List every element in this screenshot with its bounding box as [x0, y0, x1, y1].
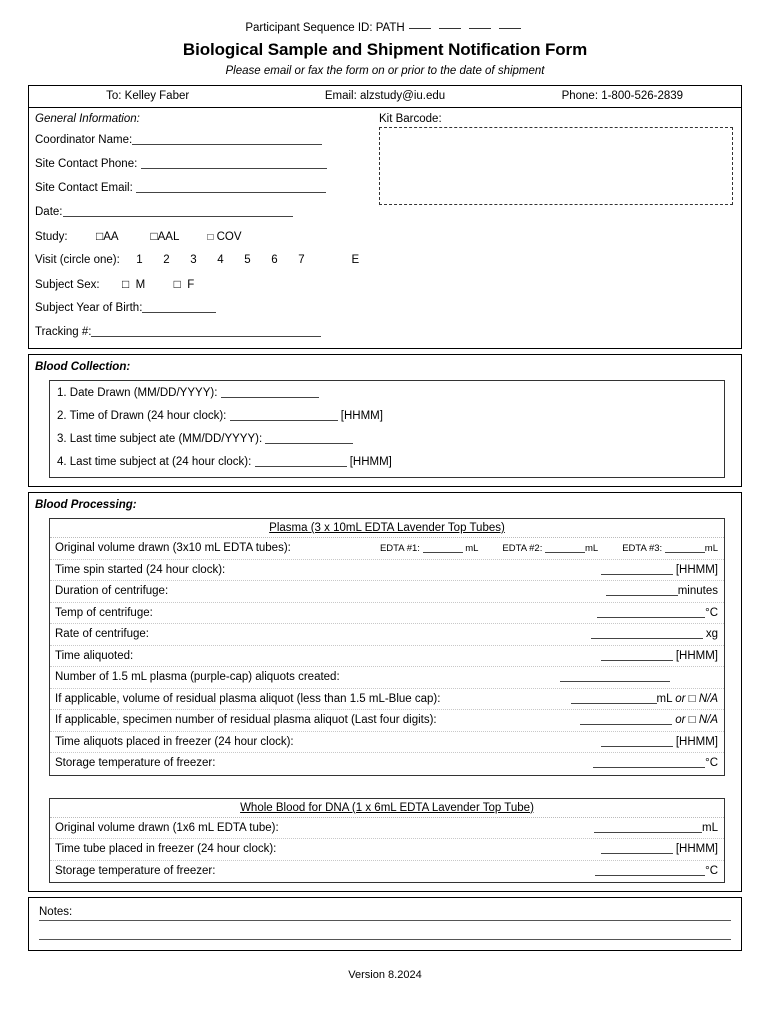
whole-blood-table	[49, 798, 725, 884]
plasma-rate-unit: xg	[705, 628, 718, 640]
general-information-box	[28, 85, 742, 349]
study-label: Study:	[35, 231, 68, 243]
participant-sequence-id-blank[interactable]	[499, 20, 521, 29]
participant-sequence-id-line	[28, 0, 742, 34]
plasma-time-aliquoted-unit: [HHMM]	[675, 649, 718, 662]
site-contact-email-input[interactable]	[136, 179, 326, 193]
subject-sex-row	[35, 274, 361, 298]
study-checkbox-aal[interactable]: □	[150, 229, 158, 243]
year-of-birth-row	[35, 298, 361, 322]
plasma-time-spin-started-unit: [HHMM]	[675, 563, 718, 576]
plasma-table	[49, 518, 725, 776]
plasma-time-aliquoted-input[interactable]	[601, 647, 673, 661]
year-of-birth-input[interactable]	[142, 299, 216, 313]
edta-2-input[interactable]	[545, 539, 585, 553]
subject-sex-label: Subject Sex:	[35, 279, 100, 291]
whole-blood-storage-temp-input[interactable]	[595, 862, 705, 876]
time-drawn-label: 2. Time of Drawn (24 hour clock):	[57, 410, 227, 422]
plasma-temp-input[interactable]	[597, 604, 705, 618]
notes-label: Notes:	[39, 906, 73, 918]
blood-collection-box	[28, 354, 742, 487]
table-row	[50, 624, 724, 646]
plasma-residual-specimen-na[interactable]: or □ N/A	[675, 714, 718, 726]
whole-blood-table-title: Whole Blood for DNA (1 x 6mL EDTA Lavender Top Tube)	[50, 799, 724, 818]
blood-collection-item	[50, 383, 724, 406]
visit-option-5[interactable]: 5	[244, 254, 251, 266]
study-checkbox-aa[interactable]: □	[96, 229, 104, 243]
date-drawn-input[interactable]	[221, 384, 319, 398]
table-row	[50, 538, 724, 560]
plasma-duration-input[interactable]	[606, 582, 678, 596]
table-row	[50, 646, 724, 668]
plasma-time-aliquoted-label: Time aliquoted:	[55, 649, 134, 662]
date-label: Date:	[35, 206, 63, 218]
notes-body	[29, 898, 741, 950]
last-ate-date-label: 3. Last time subject ate (MM/DD/YYYY):	[57, 433, 263, 445]
table-row	[50, 818, 724, 840]
plasma-temp-unit: °C	[705, 606, 718, 619]
whole-blood-original-volume-label: Original volume drawn (1x6 mL EDTA tube):	[55, 821, 279, 834]
plasma-residual-specimen-label: If applicable, specimen number of residual plasma aliquot (Last four digits):	[55, 714, 437, 726]
site-contact-phone-label: Site Contact Phone:	[35, 158, 138, 170]
date-input[interactable]	[63, 203, 293, 217]
table-row	[50, 581, 724, 603]
table-row	[50, 560, 724, 582]
edta-3-input[interactable]	[665, 539, 705, 553]
last-ate-time-label: 4. Last time subject at (24 hour clock):	[57, 456, 252, 468]
blood-collection-label: Blood Collection:	[35, 361, 131, 373]
blood-processing-box	[28, 492, 742, 892]
time-drawn-format: [HHMM]	[340, 410, 383, 422]
study-option-aal: AAL	[157, 231, 179, 243]
visit-option-6[interactable]: 6	[271, 254, 278, 266]
tracking-input[interactable]	[91, 323, 321, 337]
table-row	[50, 603, 724, 625]
participant-sequence-id-label: Participant Sequence ID: PATH	[245, 22, 405, 34]
sex-option-f: F	[187, 279, 195, 291]
table-row	[50, 689, 724, 711]
plasma-aliquot-count-label: Number of 1.5 mL plasma (purple-cap) aliquots created:	[55, 671, 340, 683]
kit-barcode-label: Kit Barcode:	[379, 113, 442, 125]
time-drawn-input[interactable]	[230, 407, 338, 421]
participant-sequence-id-blank[interactable]	[409, 20, 431, 29]
tracking-label: Tracking #:	[35, 326, 92, 338]
last-ate-time-input[interactable]	[255, 453, 347, 467]
plasma-time-spin-started-input[interactable]	[601, 561, 673, 575]
plasma-aliquot-count-input[interactable]	[560, 668, 670, 682]
edta-1-unit: mL	[465, 543, 479, 554]
plasma-residual-volume-unit: mL	[656, 692, 673, 705]
edta-1-label: EDTA #1:	[379, 543, 420, 554]
blood-collection-body	[29, 355, 741, 486]
whole-blood-freezer-time-label: Time tube placed in freezer (24 hour clock):	[55, 843, 277, 855]
edta-1-group	[380, 539, 478, 559]
plasma-duration-label: Duration of centrifuge:	[55, 585, 169, 597]
participant-sequence-id-blank[interactable]	[469, 20, 491, 29]
sex-checkbox-m[interactable]: □	[121, 277, 130, 291]
study-option-cov: COV	[216, 231, 242, 243]
visit-option-4[interactable]: 4	[217, 254, 224, 266]
edta-3-unit: mL	[704, 543, 718, 554]
plasma-storage-temp-label: Storage temperature of freezer:	[55, 757, 216, 769]
edta-3-group	[622, 539, 718, 559]
site-contact-email-row	[35, 178, 361, 202]
kit-barcode-field[interactable]	[379, 127, 733, 205]
contact-to: To: Kelley Faber	[106, 90, 190, 102]
visit-option-e[interactable]: E	[351, 254, 360, 266]
plasma-duration-unit: minutes	[677, 585, 718, 597]
table-row	[50, 753, 724, 775]
edta-3-label: EDTA #3:	[622, 543, 663, 554]
blood-processing-body	[29, 493, 741, 891]
table-row	[50, 710, 724, 732]
plasma-rate-label: Rate of centrifuge:	[55, 628, 149, 640]
study-option-aa: AA	[103, 231, 118, 243]
blood-collection-items	[49, 380, 725, 478]
edta-2-group	[502, 539, 598, 559]
blood-processing-label: Blood Processing:	[35, 499, 137, 511]
site-contact-phone-input[interactable]	[141, 155, 327, 169]
edta-1-input[interactable]	[423, 539, 463, 553]
plasma-freezer-time-input[interactable]	[601, 733, 673, 747]
notes-line-2[interactable]	[39, 939, 731, 940]
contact-phone: Phone: 1-800-526-2839	[561, 90, 684, 102]
tracking-row	[35, 322, 361, 342]
visit-option-1[interactable]: 1	[136, 254, 143, 266]
whole-blood-original-volume-input[interactable]	[594, 819, 702, 833]
sex-option-m: M	[135, 279, 146, 291]
plasma-freezer-time-label: Time aliquots placed in freezer (24 hour clock):	[55, 735, 294, 748]
plasma-rate-input[interactable]	[591, 625, 703, 639]
site-contact-email-label: Site Contact Email:	[35, 182, 133, 194]
plasma-temp-label: Temp of centrifuge:	[55, 606, 153, 619]
last-ate-date-input[interactable]	[265, 430, 353, 444]
table-row	[50, 861, 724, 883]
page-subtitle: Please email or fax the form on or prior to the date of shipment	[225, 65, 545, 77]
plasma-storage-temp-input[interactable]	[593, 754, 705, 768]
table-row	[50, 839, 724, 861]
contact-email: Email: alzstudy@iu.edu	[324, 90, 446, 102]
plasma-time-spin-started-label: Time spin started (24 hour clock):	[55, 563, 226, 576]
plasma-original-volume-label: Original volume drawn (3x10 mL EDTA tubes):	[55, 542, 291, 554]
plasma-freezer-time-unit: [HHMM]	[675, 735, 718, 748]
visit-option-2[interactable]: 2	[163, 254, 170, 266]
visit-label: Visit (circle one):	[35, 254, 120, 266]
notes-box	[28, 897, 742, 951]
plasma-residual-specimen-input[interactable]	[580, 711, 672, 725]
whole-blood-original-volume-unit: mL	[702, 821, 718, 834]
last-ate-time-format: [HHMM]	[349, 456, 392, 468]
plasma-residual-volume-label: If applicable, volume of residual plasma aliquot (less than 1.5 mL-Blue cap):	[55, 692, 441, 705]
notes-line-1[interactable]	[39, 920, 731, 921]
whole-blood-storage-temp-label: Storage temperature of freezer:	[55, 864, 216, 877]
table-row	[50, 732, 724, 754]
plasma-table-title: Plasma (3 x 10mL EDTA Lavender Top Tubes)	[50, 519, 724, 538]
kit-barcode-section	[361, 113, 741, 342]
date-drawn-label: 1. Date Drawn (MM/DD/YYYY):	[57, 387, 218, 399]
whole-blood-storage-temp-unit: °C	[705, 864, 718, 877]
visit-option-3[interactable]: 3	[190, 254, 197, 266]
table-row	[50, 667, 724, 689]
general-information-fields	[29, 113, 361, 342]
coordinator-name-row	[35, 130, 361, 154]
site-contact-phone-row	[35, 154, 361, 178]
year-of-birth-label: Subject Year of Birth:	[35, 302, 143, 314]
participant-sequence-id-blank[interactable]	[439, 20, 461, 29]
footer-version: Version 8.2024	[348, 969, 422, 981]
plasma-residual-volume-input[interactable]	[571, 690, 657, 704]
sex-checkbox-f[interactable]: □	[173, 277, 181, 291]
edta-2-unit: mL	[585, 543, 599, 554]
participant-sequence-id-blanks[interactable]	[405, 22, 525, 34]
whole-blood-freezer-time-input[interactable]	[601, 840, 673, 854]
date-row	[35, 202, 361, 226]
whole-blood-freezer-time-unit: [HHMM]	[675, 843, 718, 855]
study-row	[35, 226, 361, 250]
plasma-storage-temp-unit: °C	[705, 757, 718, 769]
page-title: Biological Sample and Shipment Notification Form	[182, 40, 588, 59]
visit-option-7[interactable]: 7	[298, 254, 305, 266]
plasma-residual-volume-na[interactable]: or □ N/A	[675, 692, 718, 705]
blood-collection-item	[50, 429, 724, 452]
general-information-label: General Information:	[35, 113, 140, 125]
blood-collection-item	[50, 452, 724, 475]
coordinator-name-label: Coordinator Name:	[35, 134, 133, 146]
coordinator-name-input[interactable]	[132, 131, 322, 145]
study-checkbox-cov[interactable]: □	[207, 232, 214, 243]
visit-row	[35, 250, 361, 274]
blood-collection-item	[50, 406, 724, 429]
general-information-body	[29, 108, 741, 348]
contact-row	[29, 86, 741, 108]
edta-2-label: EDTA #2:	[502, 543, 543, 554]
